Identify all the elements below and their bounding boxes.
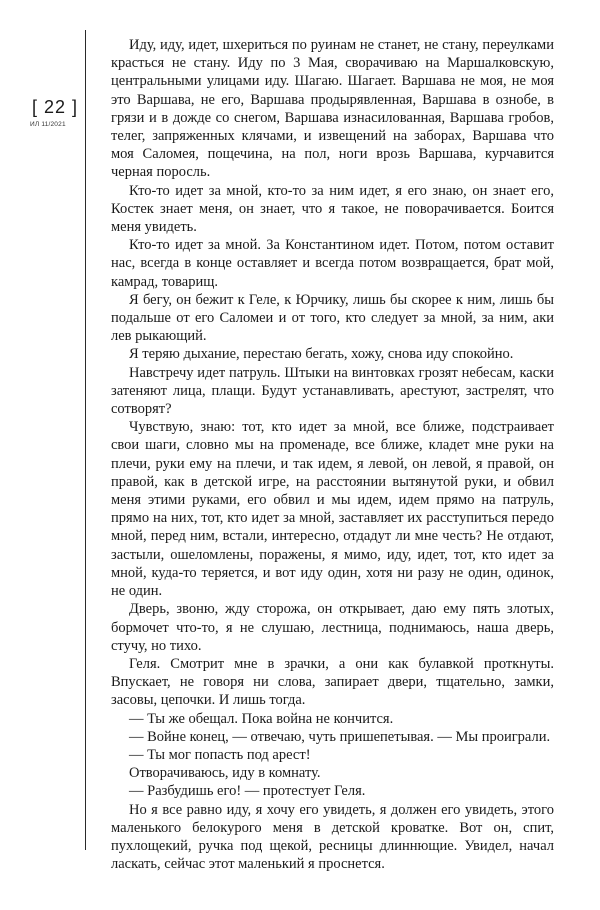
- paragraph: Чувствую, знаю: тот, кто идет за мной, все ближе, подстраивает свои шаги, словно мы на променаде, все ближе, кладет мне руки на плечи, руки ему на плечи, и так идем, я левой, он левой, я правой, он правой, как в детской игре, на расстоянии вытянутой руки, и обвил меня этими руками, его обвил и мы идем, идем прямо на патруль, прямо на них, тот, кто идет за мной, заставляет их расступиться передо мной, перед ним, встали, интересно, отдадут ли мне честь? Не отдают, застыли, ошеломлены, поражены, я мимо, иду, идет, тот, кто идет за мной, куда-то теряется, и вот иду один, хотя ни разу не один, одинок, не один.: [111, 419, 554, 600]
- paragraph: Отворачиваюсь, иду в комнату.: [129, 765, 321, 782]
- dialogue-line: — Разбудишь его! — протестует Геля.: [129, 783, 366, 800]
- paragraph: Но я все равно иду, я хочу его увидеть, я должен его увидеть, этого маленького белокурого меня в детской кроватке. Вот он, спит, пухлощекий, ручка под щекой, ресницы длиннющие. Увидел, начал ласкать, сейчас этот маленький я проснется.: [111, 801, 554, 873]
- issue-code: ИЛ 11/2021: [30, 121, 66, 128]
- paragraph: Навстречу идет патруль. Штыки на винтовках грозят небесам, каски затеняют лица, плащи. Будут устанавливать, арестуют, застрелят, что сотворят?: [111, 364, 554, 418]
- dialogue-line: — Войне конец, — отвечаю, чуть пришепетывая. — Мы проиграли.: [129, 728, 551, 745]
- paragraph: Я теряю дыхание, перестаю бегать, хожу, снова иду спокойно.: [129, 346, 514, 363]
- paragraph: Дверь, звоню, жду сторожа, он открывает, даю ему пять злотых, бормочет что-то, я не слушаю, лестница, поднимаюсь, наша дверь, стучу, но тихо.: [111, 601, 554, 654]
- dialogue-line: — Ты мог попасть под арест!: [129, 746, 311, 763]
- paragraph: Иду, иду, идет, шхериться по руинам не станет, не стану, переулками красться не стану. Иду по 3 Мая, сворачиваю на Маршалковскую, центральными улицами иду. Шагаю. Шагает. Варшава не моя, не моя это Варшава, не его, Варшава продырявленная, Варшава в ознобе, в грязи и в дожде со снегом, Варшава изнасилованная, Варшава гробов, телег, запряженных клячами, и извещений на заборах, Варшава что моя Саломея, пощечина, на пол, ноги врозь Варшава, курчавится черная поросль.: [111, 37, 554, 181]
- margin-rule: [85, 30, 86, 850]
- paragraph: Геля. Смотрит мне в зрачки, а они как булавкой проткнуты. Впускает, не говоря ни слова, запирает двери, тщательно, замки, засовы, цепочки. И лишь тогда.: [111, 655, 554, 709]
- paragraph: Кто-то идет за мной. За Константином идет. Потом, потом оставит нас, всегда в конце оставляет и всегда потом возвращается, брат мой, камрад, товарищ.: [111, 237, 554, 290]
- body-text: [111, 36, 554, 873]
- paragraph: Я бегу, он бежит к Геле, к Юрчику, лишь бы скорее к ним, лишь бы подальше от его Саломеи и от того, кто следует за мной, за ним, аки лев рыкающий.: [111, 291, 554, 345]
- dialogue-line: — Ты же обещал. Пока война не кончится.: [129, 710, 394, 727]
- page-number: [ 22 ]: [32, 97, 79, 117]
- paragraph: Кто-то идет за мной, кто-то за ним идет, я его знаю, он знает его, Костек знает меня, он знает, что я такое, не поворачивается. Боится меня увидеть.: [111, 182, 554, 236]
